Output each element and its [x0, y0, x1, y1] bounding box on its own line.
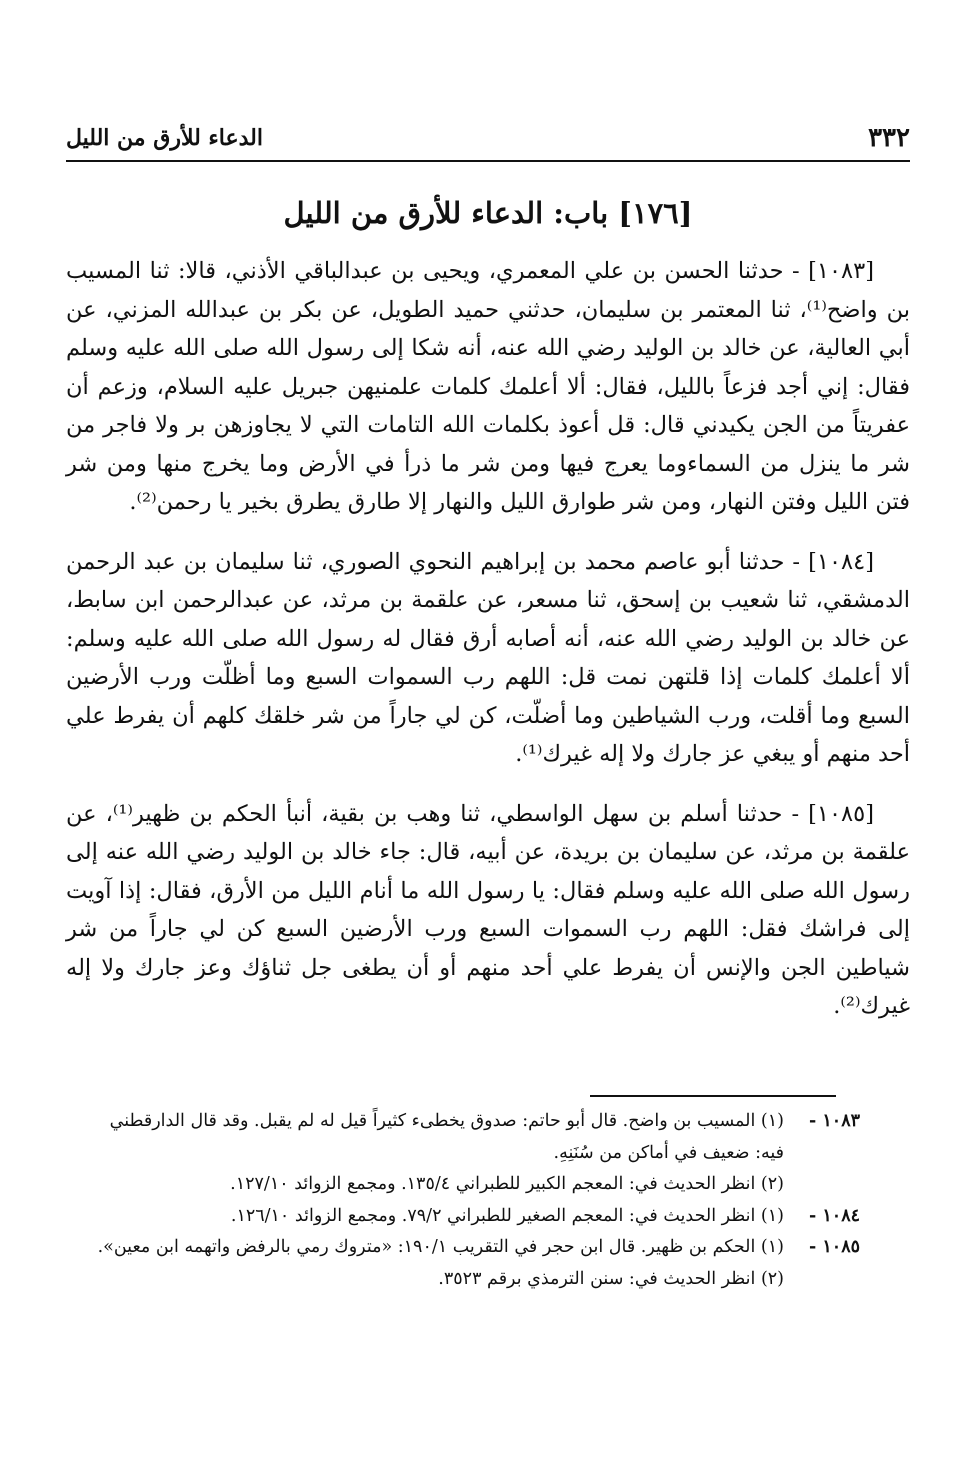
- footnote-rule: [590, 1095, 836, 1097]
- footnote-continuation: فيه: ضعيف في أماكن من سُنَنِهِ.: [553, 1142, 784, 1163]
- hadith-1084: [١٠٨٤] - حدثنا أبو عاصم محمد بن إبراهيم النحوي الصوري، ثنا سليمان بن عبد الرحمن الدمشقي، ثنا شعيب بن إسحق، ثنا مسعر، عن علقمة بن مرثد، عن عبدالرحمن ابن سابط، عن خالد بن الوليد رضي الله عنه، أنه أصابه أرق فقال له رسول الله صلى الله عليه وسلم: ألا أعلمك كلمات إذا قلتهن نمت قل: اللهم رب السموات السبع وما أظلّت ورب الأرضين السبع وما أقلت، ورب الشياطين وما أضلّت، كن لي جاراً من شر خلقك كلهم أن يفرط علي أحد منهم أو يبغي عز جارك ولا إله غيرك⁽¹⁾.: [66, 548, 910, 767]
- footnote-number: ١٠٨٤ -: [809, 1205, 860, 1226]
- footnote-row: [66, 1232, 860, 1264]
- page-number: ٣٣٢: [868, 123, 910, 153]
- hadith-1083: [١٠٨٣] - حدثنا الحسن بن علي المعمري، ويحيى بن عبدالباقي الأذني، قالا: ثنا المسيب بن واضح⁽¹⁾، ثنا المعتمر بن سليمان، حدثني حميد الطويل، عن بكر بن عبدالله المزني، عن أبي العالية، عن خالد بن الوليد رضي الله عنه، أنه شكا إلى رسول الله صلى الله عليه وسلم فقال: إني أجد فزعاً بالليل، فقال: ألا أعلمك كلمات علمنيهن جبريل عليه السلام، وزعم أن عفريتاً من الجن يكيدني قال: قل أعوذ بكلمات الله التامات التي لا يجاوزهن بر ولا فاجر من شر ما ينزل من السماءوما يعرج فيها ومن شر ما ذرأ في الأرض وما يخرج منها ومن شر فتن الليل وفتن النهار، ومن شر طوارق الليل والنهار إلا طارق يطرق بخير يا رحمن⁽²⁾.: [66, 258, 910, 515]
- chapter-title: [١٧٦] باب: الدعاء للأرق من الليل: [283, 196, 693, 230]
- footnote-text: (١) انظر الحديث في: المعجم الصغير للطبراني ٧٩/٢. ومجمع الزوائد ١٢٦/١٠.: [230, 1205, 784, 1226]
- footnote-text: (٢) انظر الحديث في: سنن الترمذي برقم ٣٥٢٣.: [438, 1268, 784, 1289]
- page-header: [66, 120, 910, 156]
- header-rule: [66, 160, 910, 162]
- footnote-text: (٢) انظر الحديث في: المعجم الكبير للطبراني ١٣٥/٤. ومجمع الزوائد ١٢٧/١٠.: [230, 1174, 784, 1194]
- footnote-row: [66, 1201, 860, 1233]
- footnote-text: (١) الحكم بن ظهير. قال ابن حجر في التقريب ١٩٠/١: «متروك رمي بالرفض واتهمه ابن معين».: [97, 1237, 784, 1257]
- running-title: الدعاء للأرق من الليل: [66, 125, 263, 151]
- hadith-1085: [١٠٨٥] - حدثنا أسلم بن سهل الواسطي، ثنا وهب بن بقية، أنبأ الحكم بن ظهير⁽¹⁾، عن علقمة بن مرثد، عن سليمان بن بريدة، عن أبيه، قال: جاء خالد بن الوليد رضي الله عنه إلى رسول الله صلى الله عليه وسلم فقال: يا رسول الله ما أنام الليل من الأرق، فقال: إذا آويت إلى فراشك فقل: اللهم رب السموات السبع ورب الأرضين السبع كن لي جاراً من شر شياطين الجن والإنس أن يفرط علي أحد منهم أو أن يطغى جل ثناؤك وعز جارك ولا إله غيرك⁽²⁾.: [66, 800, 910, 1019]
- main-text: [66, 252, 910, 1047]
- footnote-text: (١) المسيب بن واضح. قال أبو حاتم: صدوق يخطىء كثيراً قيل له لم يقبل. وقد قال الدارقطني: [109, 1111, 784, 1131]
- footnote-number: ١٠٨٥ -: [809, 1237, 860, 1257]
- footnote-row: [66, 1106, 860, 1138]
- footnotes: [66, 1106, 860, 1295]
- footnote-number: ١٠٨٣ -: [809, 1111, 860, 1131]
